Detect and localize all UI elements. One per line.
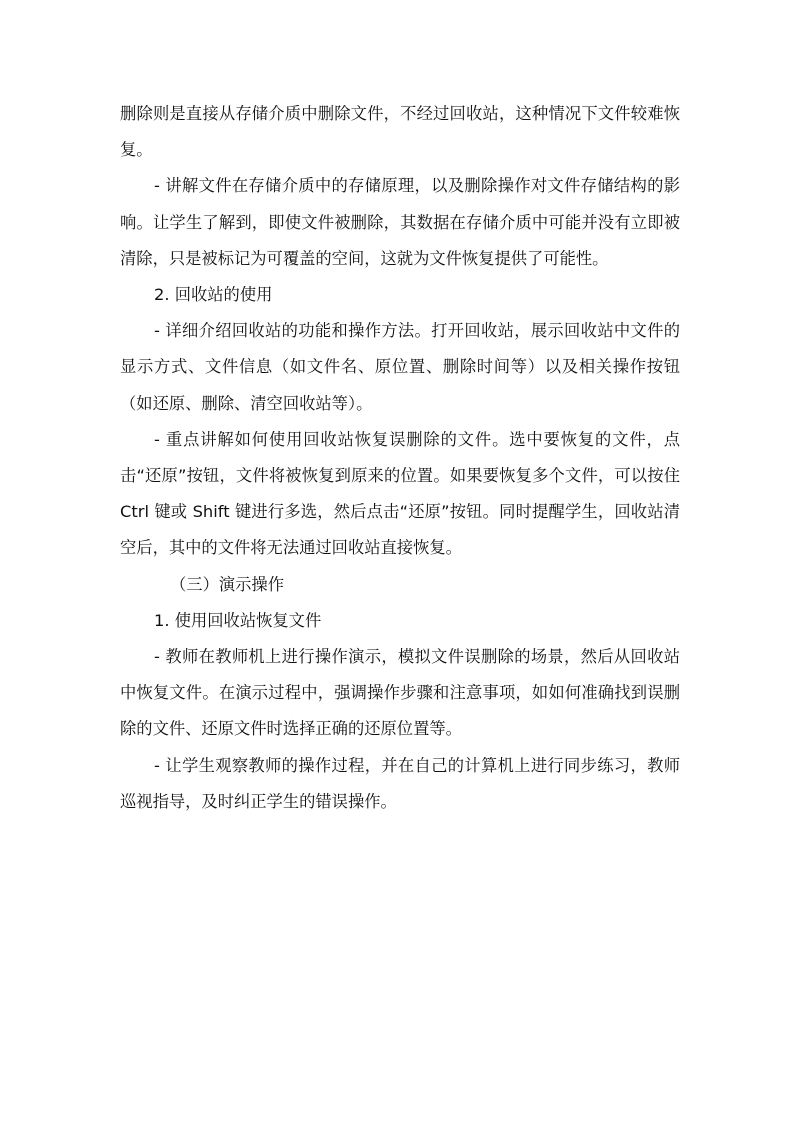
paragraph: - 讲解文件在存储介质中的存储原理，以及删除操作对文件存储结构的影响。让学生了解到，即使文件被删除，其数据在存储介质中可能并没有立即被清除，只是被标记为可覆盖的空间，这就为文件恢复提供了可能性。 bbox=[120, 176, 680, 268]
paragraph: - 教师在教师机上进行操作演示，模拟文件误删除的场景，然后从回收站中恢复文件。在演示过程中，强调操作步骤和注意事项，如如何准确找到误删除的文件、还原文件时选择正确的还原位置等。 bbox=[120, 647, 680, 739]
paragraph: - 详细介绍回收站的功能和操作方法。打开回收站，展示回收站中文件的显示方式、文件信息（如文件名、原位置、删除时间等）以及相关操作按钮（如还原、删除、清空回收站等）。 bbox=[120, 321, 680, 413]
paragraph: - 让学生观察教师的操作过程，并在自己的计算机上进行同步练习，教师巡视指导，及时纠正学生的错误操作。 bbox=[120, 755, 680, 811]
paragraph: 删除则是直接从存储介质中删除文件，不经过回收站，这种情况下文件较难恢复。 bbox=[120, 104, 680, 160]
section-heading: 1. 使用回收站恢复文件 bbox=[154, 610, 322, 630]
section-heading: 2. 回收站的使用 bbox=[154, 285, 273, 305]
section-heading: （三）演示操作 bbox=[170, 574, 284, 594]
paragraph: - 重点讲解如何使用回收站恢复误删除的文件。选中要恢复的文件，点击“还原”按钮，文件将被恢复到原来的位置。如果要恢复多个文件，可以按住 Ctrl 键或 Shift 键进行多选，然后点击“还原”按钮。同时提醒学生，回收站清空后，其中的文件将无法通过回收站直接恢复。 bbox=[120, 429, 680, 558]
document-body bbox=[120, 96, 680, 820]
